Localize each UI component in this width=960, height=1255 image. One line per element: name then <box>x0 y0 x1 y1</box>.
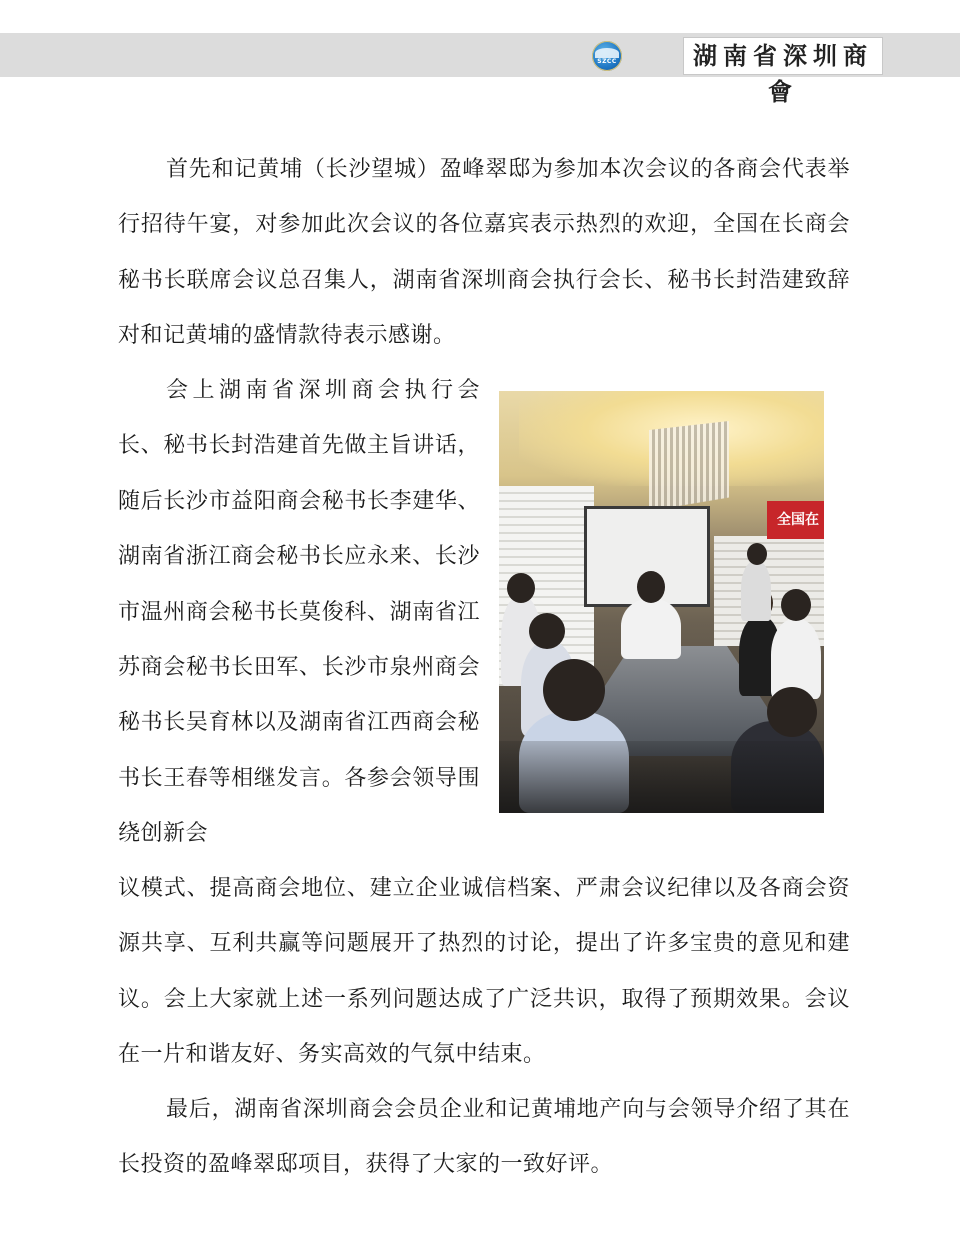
org-name-title: 湖南省深圳商會 <box>684 38 882 74</box>
paragraph-4: 最后，湖南省深圳商会会员企业和记黄埔地产向与会领导介绍了其在长投资的盈峰翠邸项目，获得了大家的一致好评。 <box>118 1097 850 1178</box>
person-center <box>621 599 681 659</box>
red-banner: 全国在 <box>767 501 824 539</box>
head-right-2 <box>781 589 811 621</box>
logo-wave-shape <box>595 48 619 58</box>
person-standing-photographer <box>741 561 771 621</box>
head-front-right <box>767 687 817 737</box>
crystal-chandelier <box>649 421 729 511</box>
szcc-logo-icon <box>592 41 622 71</box>
paragraph-1: 首先和记黄埔（长沙望城）盈峰翠邸为参加本次会议的各商会代表举行招待午宴，对参加此次会议的各位嘉宾表示热烈的欢迎，全国在长商会秘书长联席会议总召集人，湖南省深圳商会执行会长、秘书长封浩建致辞对和记黄埔的盛情款待表示感谢。 <box>118 157 850 349</box>
floor-shadow <box>499 741 824 813</box>
head-left-1 <box>507 573 535 603</box>
head-front-left <box>543 659 605 721</box>
head-center <box>637 571 665 603</box>
paragraph-2: 会上湖南省深圳商会执行会长、秘书长封浩建首先做主旨讲话，随后长沙市益阳商会秘书长李建华、湖南省浙江商会秘书长应永来、长沙市温州商会秘书长莫俊科、湖南省江苏商会秘书长田军、长沙市泉州商会秘书长吴育林以及湖南省江西商会秘书长王春等相继发言。各参会领导围绕创新会 <box>118 378 480 847</box>
logo-label: SZCC <box>597 58 617 65</box>
head-photographer <box>747 543 767 565</box>
head-left-2 <box>529 613 565 649</box>
paragraph-3: 议模式、提高商会地位、建立企业诚信档案、严肃会议纪律以及各商会资源共享、互利共赢等问题展开了热烈的讨论，提出了许多宝贵的意见和建议。会上大家就上述一系列问题达成了广泛共识，取得了预期效果。会议在一片和谐友好、务实高效的气氛中结束。 <box>118 876 850 1068</box>
meeting-photo <box>499 391 824 813</box>
